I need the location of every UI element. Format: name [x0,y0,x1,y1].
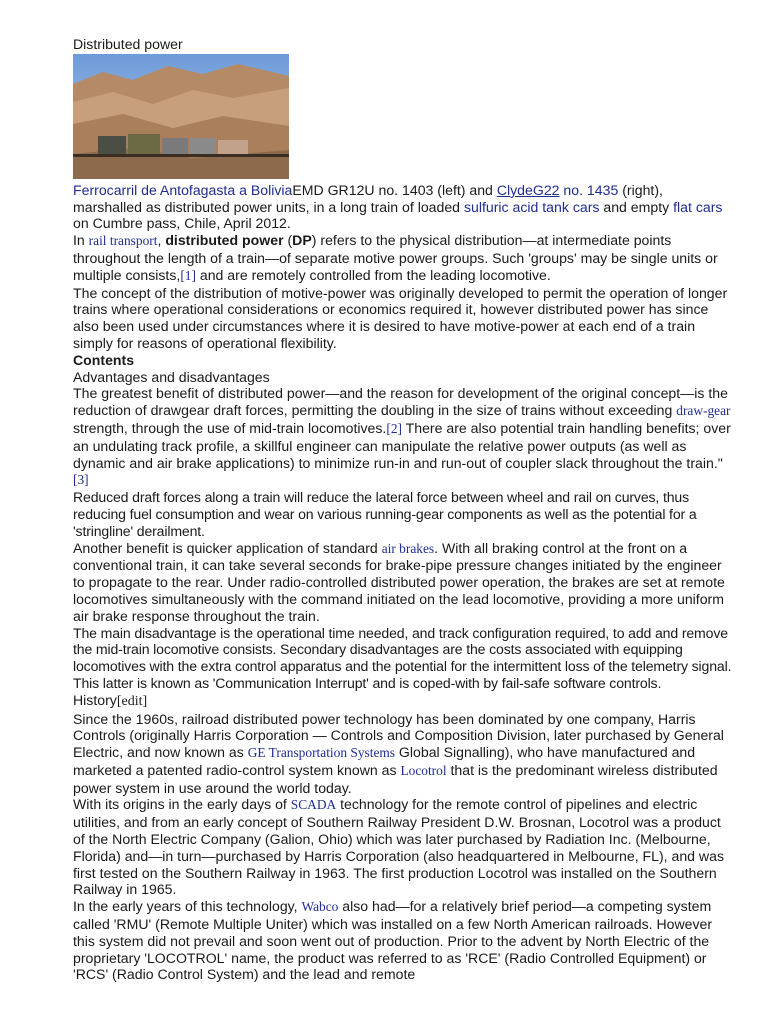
link-wabco[interactable]: Wabco [301,899,339,915]
contents-heading: Contents [73,351,135,368]
locomotive-photo [73,54,289,179]
section-heading-history: History[edit] [73,691,148,709]
page-title: Distributed power [73,36,183,52]
intro-paragraph: In rail transport, distributed power (DP) refers to the physical distribution—at intermediate points throughout the length of a train—of separate motive power groups. Such 'groups' may be single units or multiple consists,[1] and are remotely controlled from the leading locomotive. [73,232,718,283]
history-paragraph-1: Since the 1960s, railroad distributed power technology has been dominated by one company, Harris Controls (originally Harris Corporation — Controls and Composition Division, later purchased by General Electric, and now known as GE Transportation Systems Global Signalling), who have manufactured and marketed a patented radio-control system known as Locotrol that is the predominant wireless distributed power system in use around the world today. [73,710,724,796]
caption-link-flat-cars[interactable]: flat cars [673,198,723,215]
advantages-paragraph-2: Reduced draft forces along a train will reduce the lateral force between wheel and rail on curves, thus reducing fuel consumption and wear on various running-gear components as well as the potential for a 'stringline' derailment. [73,489,697,539]
edit-link[interactable]: [edit] [116,693,148,709]
link-draw-gear[interactable]: draw-gear [676,403,731,419]
advantages-paragraph-1: The greatest benefit of distributed power—and the reason for development of the original concept—is the reduction of drawgear draft forces, permitting the doubling in the size of trains without exceeding draw-gear strength, through the use of mid-train locomotives.[2] There are also potential train handling benefits; over an undulating track profile, a skillful engineer can manipulate the relative power outputs (as well as dynamic and air brake applications) to minimize run-in and run-out of coupler slack throughout the train."[3] [73,385,731,488]
caption-link-clydeg22[interactable]: ClydeG22 [496,181,560,198]
article [73,36,733,983]
image-caption: Ferrocarril de Antofagasta a BoliviaEMD GR12U no. 1403 (left) and ClydeG22 no. 1435 (right), marshalled as distributed power units, in a long train of loaded sulfuric acid tank cars and empty flat cars on Cumbre pass, Chile, April 2012. [73,181,723,232]
caption-link-tank-cars[interactable]: sulfuric acid tank cars [463,198,600,215]
link-rail-transport[interactable]: rail transport [88,233,158,249]
caption-link-fcab[interactable]: Ferrocarril de Antofagasta a Bolivia [73,181,293,198]
advantages-paragraph-4: The main disadvantage is the operational time needed, and track configuration required, to add and remove the mid-train locomotive consists. Secondary disadvantages are the costs associated with equipping locomotives with the extra control apparatus and the potential for the intermittent loss of the telemetry signal. This latter is known as 'Communication Interrupt' and is coped-with by fail-safe software controls. [73,624,732,691]
intro-paragraph-2: The concept of the distribution of motive-power was originally developed to permit the operation of longer trains where operational considerations or economics required it, however distributed power has since also been used under circumstances where it is desired to have motive-power at each end of a train simply for reasons of operational flexibility. [73,284,728,351]
section-heading-advantages: Advantages and disadvantages [73,368,270,385]
link-locotrol[interactable]: Locotrol [400,762,447,778]
history-paragraph-3: In the early years of this technology, Wabco also had—for a relatively brief period—a competing system called 'RMU' (Remote Multiple Uniter) which was installed on a few North American railroads. However this system did not prevail and soon went out of production. Prior to the advent by North Electric of the proprietary 'LOCOTROL' name, the product was referred to as 'RCE' (Radio Controlled Equipment) or 'RCS' (Radio Control System) and the lead and remote [73,898,713,983]
reference-2[interactable]: [2] [386,420,402,436]
reference-3[interactable]: [3] [73,472,89,488]
link-ge-transportation[interactable]: GE Transportation Systems [247,745,396,761]
advantages-paragraph-3: Another benefit is quicker application of standard air brakes. With all braking control at the front on a conventional train, it can take several seconds for brake-pipe pressure changes initiated by the engineer to propagate to the rear. Under radio-controlled distributed power operation, the brakes are set at remote locomotives simultaneously with the command initiated on the lead locomotive, providing a more uniform air brake response throughout the train. [73,539,725,624]
link-air-brakes[interactable]: air brakes [381,540,435,556]
caption-link-no-1435[interactable]: no. 1435 [563,181,619,198]
reference-1[interactable]: [1] [180,267,196,283]
history-paragraph-2: With its origins in the early days of SCADA technology for the remote control of pipelines and electric utilities, and from an early concept of Southern Railway President D.W. Brosnan, Locotrol was a product of the North Electric Company (Galion, Ohio) which was later purchased by Radiation Inc. (Melbourne, Florida) and—in turn—purchased by Harris Corporation (also headquartered in Melbourne, FL), and was first tested on the Southern Railway in 1963. The first production Locotrol was installed on the Southern Railway in 1965. [73,796,724,898]
link-scada[interactable]: SCADA [290,797,337,813]
